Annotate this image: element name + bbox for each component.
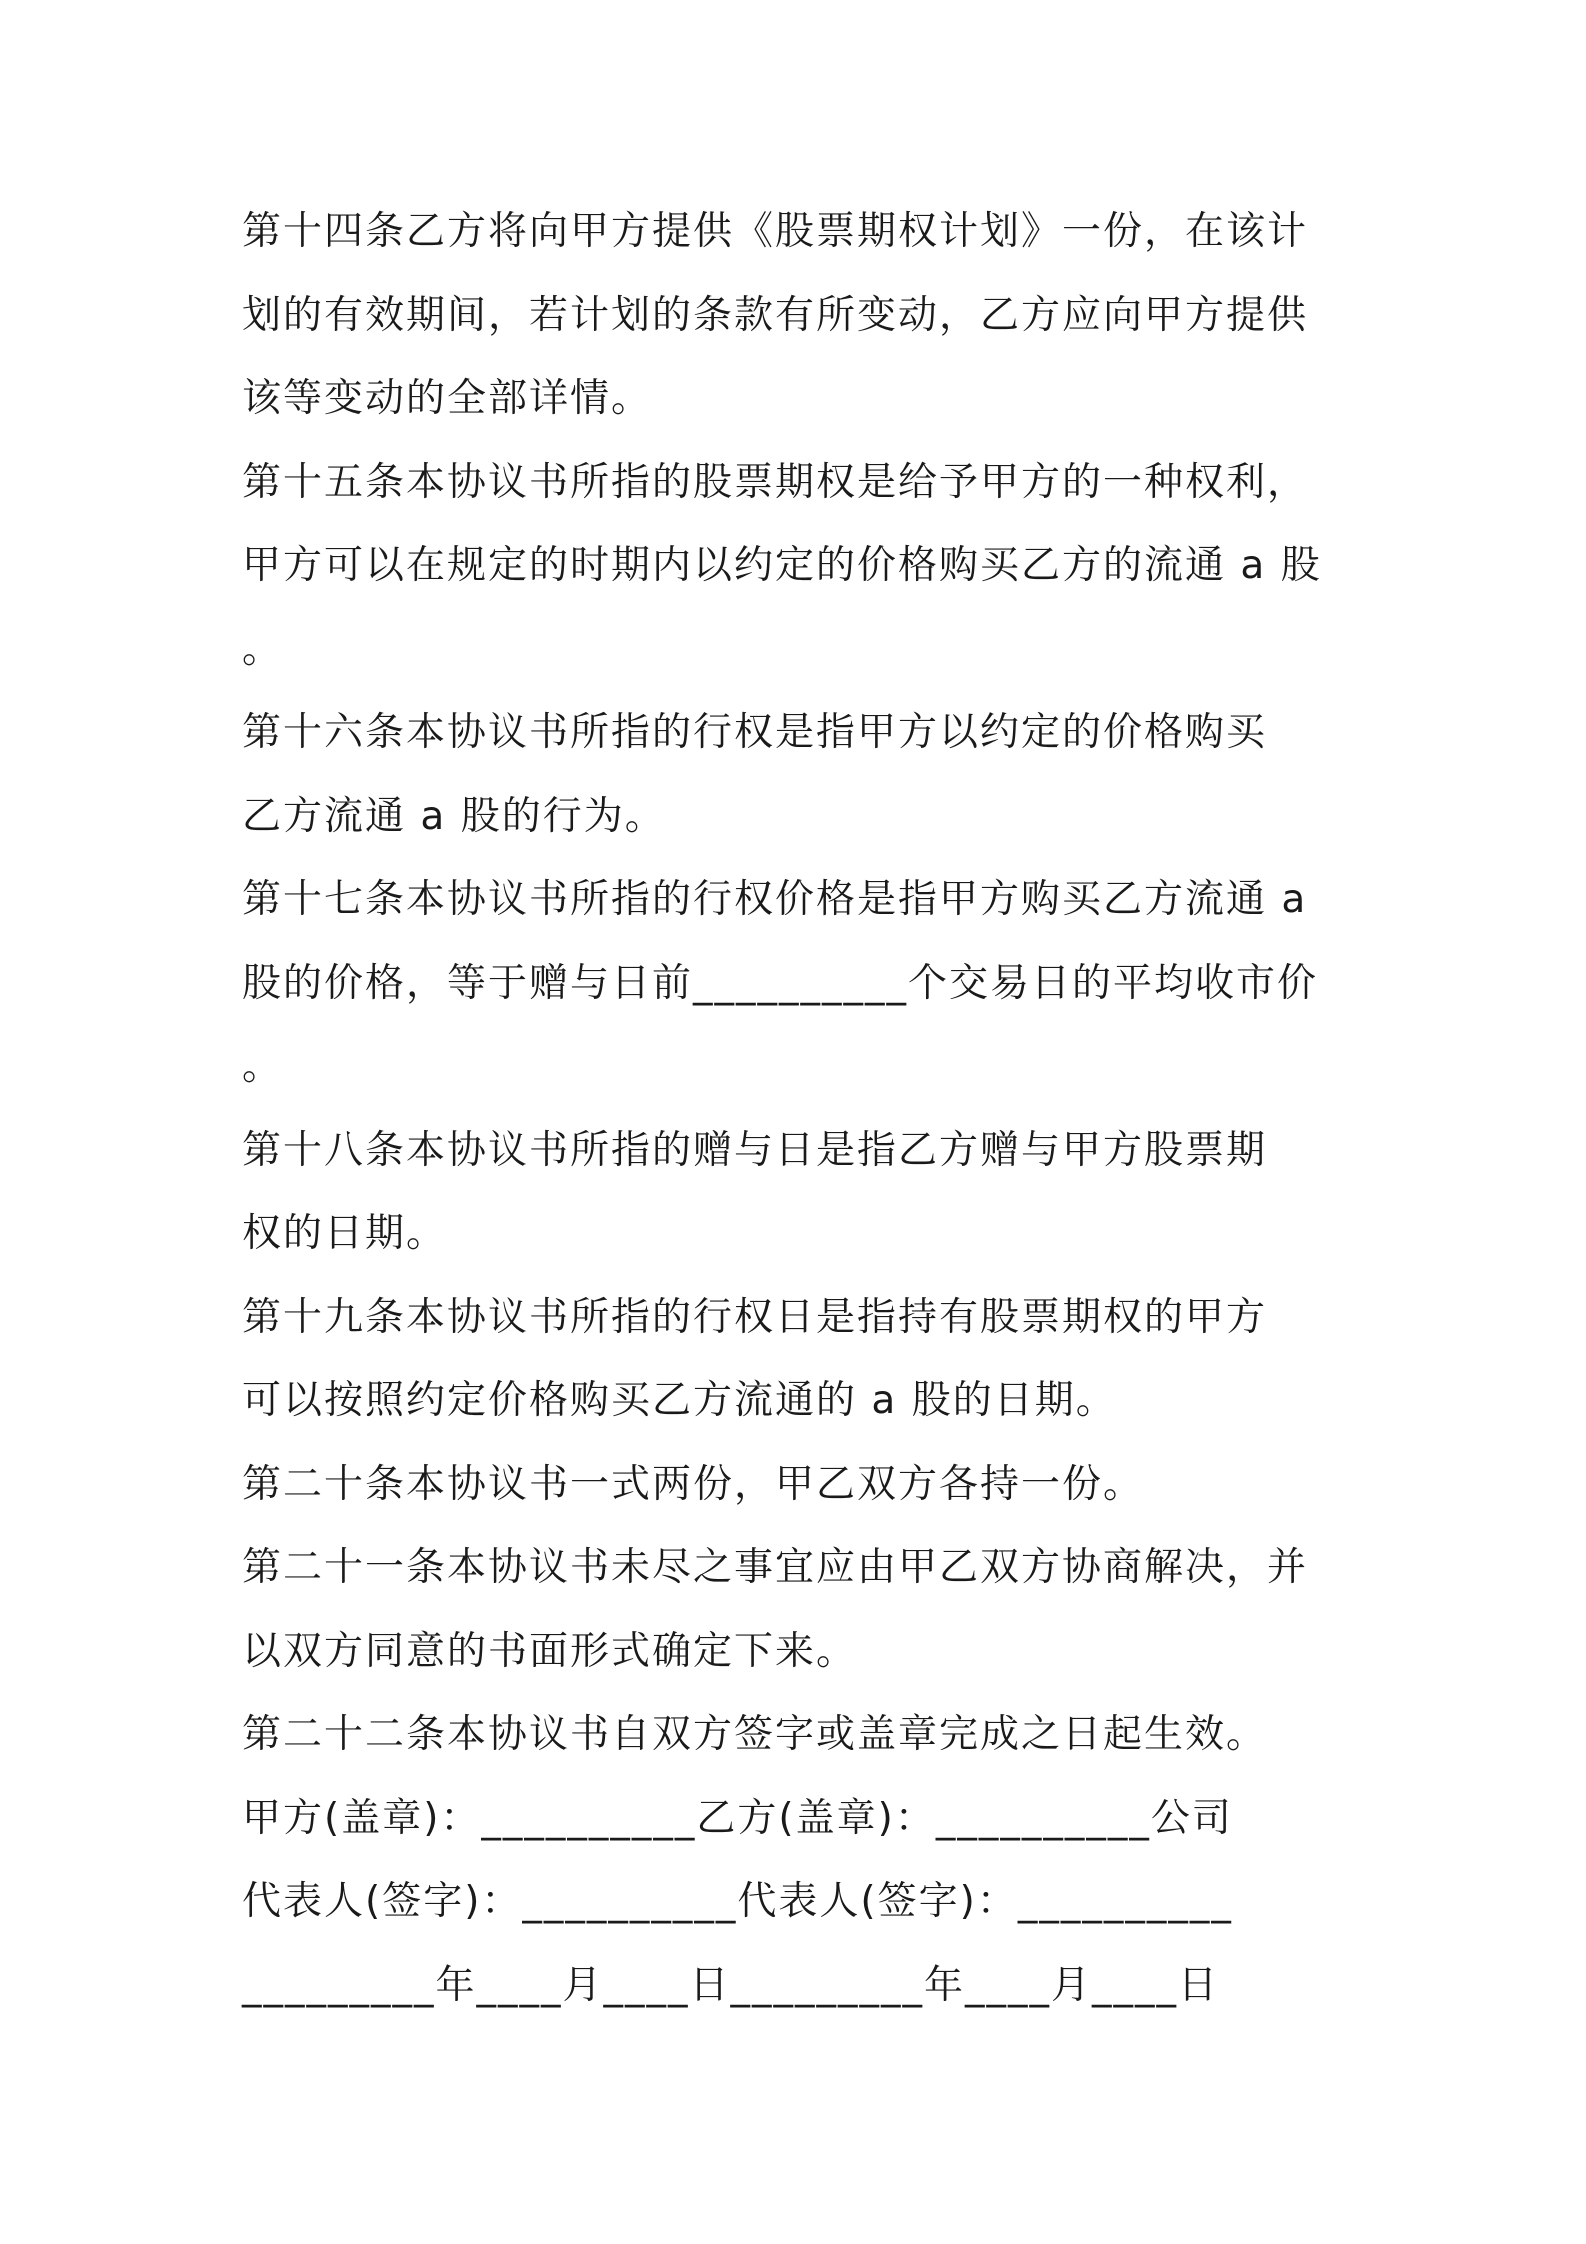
article-line: 第二十二条本协议书自双方签字或盖章完成之日起生效。 (242, 1712, 1268, 1757)
article-line: 第二十条本协议书一式两份，甲乙双方各持一份。 (242, 1461, 1145, 1507)
article-line: 乙方流通 a 股的行为。 (242, 793, 666, 839)
seal-line: 甲方(盖章)：__________乙方(盖章)：__________公司 (242, 1795, 1233, 1841)
article-line: 第十九条本协议书所指的行权日是指持有股票期权的甲方 (242, 1294, 1268, 1340)
article-line: 。 (242, 626, 284, 672)
article-line: 第十八条本协议书所指的赠与日是指乙方赠与甲方股票期 (242, 1127, 1268, 1173)
article-line: 股的价格，等于赠与日前__________个交易日的平均收市价 (242, 960, 1319, 1006)
article-19 (242, 1276, 1362, 1443)
date-line: _________年____月____日_________年____月____日 (242, 1962, 1220, 2008)
article-17 (242, 858, 1362, 1109)
article-14 (242, 190, 1362, 441)
article-line: 可以按照约定价格购买乙方流通的 a 股的日期。 (242, 1378, 1117, 1423)
article-line: 。 (242, 1044, 284, 1089)
article-line: 第十六条本协议书所指的行权是指甲方以约定的价格购买 (242, 710, 1268, 755)
article-line: 第十五条本协议书所指的股票期权是给予甲方的一种权利， (242, 459, 1309, 505)
article-22 (242, 1693, 1362, 1777)
article-18 (242, 1109, 1362, 1276)
article-line: 第二十一条本协议书未尽之事宜应由甲乙双方协商解决，并 (242, 1545, 1309, 1590)
document-body (242, 190, 1362, 2027)
article-line: 以双方同意的书面形式确定下来。 (242, 1628, 858, 1674)
article-line: 第十七条本协议书所指的行权价格是指甲方购买乙方流通 a (242, 877, 1308, 922)
article-line: 划的有效期间，若计划的条款有所变动，乙方应向甲方提供 (242, 292, 1309, 338)
article-15 (242, 441, 1362, 692)
article-line: 权的日期。 (242, 1211, 448, 1256)
article-20 (242, 1443, 1362, 1527)
representative-signature-line: 代表人(签字)：__________代表人(签字)：__________ (242, 1879, 1233, 1924)
article-16 (242, 691, 1362, 858)
article-line: 该等变动的全部详情。 (242, 376, 653, 421)
signature-block (242, 1777, 1362, 2028)
article-21 (242, 1526, 1362, 1693)
article-line: 甲方可以在规定的时期内以约定的价格购买乙方的流通 a 股 (242, 543, 1322, 588)
article-line: 第十四条乙方将向甲方提供《股票期权计划》一份，在该计 (242, 209, 1309, 254)
